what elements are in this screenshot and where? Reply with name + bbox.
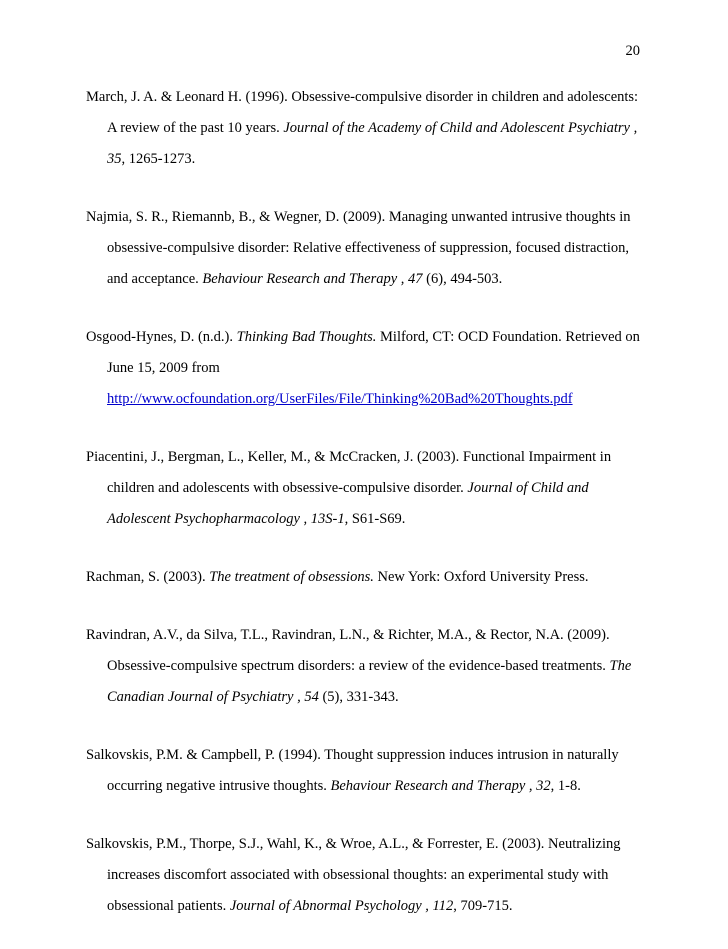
reference-text: (6), 494-503. <box>422 271 503 287</box>
reference-entry <box>86 322 646 415</box>
reference-title: The treatment of obsessions. <box>209 569 374 585</box>
reference-text: Salkovskis, P.M., Thorpe, S.J., Wahl, K., & Wroe, A.L., & Forrester, E. (2003). Neutralizing increases discomfort associated with obsessional thoughts: an experimental study with obsessional patients. <box>86 836 621 914</box>
reference-text: , 709-715. <box>453 898 513 914</box>
reference-journal: Journal of Abnormal Psychology , 112 <box>229 898 454 914</box>
reference-text: , S61-S69. <box>344 511 406 527</box>
reference-text: Piacentini, J., Bergman, L., Keller, M., & McCracken, J. (2003). Functional Impairment in children and adolescents with obsessive-compulsive disorder. <box>86 449 612 496</box>
reference-text: Salkovskis, P.M. & Campbell, P. (1994). Thought suppression induces intrusion in naturally occurring negative intrusive thoughts. <box>86 747 619 794</box>
reference-text: , 1-8. <box>550 778 581 794</box>
reference-link[interactable]: http://www.ocfoundation.org/UserFiles/File/Thinking%20Bad%20Thoughts.pdf <box>107 391 573 407</box>
reference-entry <box>86 740 646 802</box>
reference-journal: Behaviour Research and Therapy , 32 <box>330 778 551 794</box>
reference-list <box>86 82 646 949</box>
reference-entry <box>86 562 646 593</box>
reference-journal: Behaviour Research and Therapy , 47 <box>202 271 423 287</box>
reference-journal: Journal of Child and Adolescent Psychopharmacology , 13S-1 <box>107 480 589 527</box>
reference-journal: Journal of the Academy of Child and Adolescent Psychiatry , 35 <box>107 120 638 167</box>
reference-entry <box>86 442 646 535</box>
reference-text: , 1265-1273. <box>121 151 196 167</box>
reference-entry <box>86 620 646 713</box>
reference-entry <box>86 829 646 922</box>
reference-text: Ravindran, A.V., da Silva, T.L., Ravindran, L.N., & Richter, M.A., & Rector, N.A. (2009). Obsessive-compulsive spectrum disorders: a review of the evidence-based treatments. <box>86 627 610 674</box>
reference-title: Thinking Bad Thoughts. <box>236 329 377 345</box>
page-number: 20 <box>625 43 640 59</box>
reference-text: Najmia, S. R., Riemannb, B., & Wegner, D. (2009). Managing unwanted intrusive thoughts in obsessive-compulsive disorder: Relative effectiveness of suppression, focused distraction, and acceptance. <box>86 209 631 287</box>
reference-text: Rachman, S. (2003). <box>86 569 210 585</box>
reference-text: March, J. A. & Leonard H. (1996). Obsessive-compulsive disorder in children and adolescents: A review of the past 10 years. <box>86 89 639 136</box>
reference-entry <box>86 202 646 295</box>
reference-entry <box>86 82 646 175</box>
reference-text: Milford, CT: OCD Foundation. Retrieved on June 15, 2009 from <box>107 329 640 376</box>
reference-text: (5), 331-343. <box>318 689 399 705</box>
reference-text: New York: Oxford University Press. <box>373 569 589 585</box>
reference-journal: The Canadian Journal of Psychiatry , 54 <box>107 658 632 705</box>
reference-text: Osgood-Hynes, D. (n.d.). <box>86 329 237 345</box>
